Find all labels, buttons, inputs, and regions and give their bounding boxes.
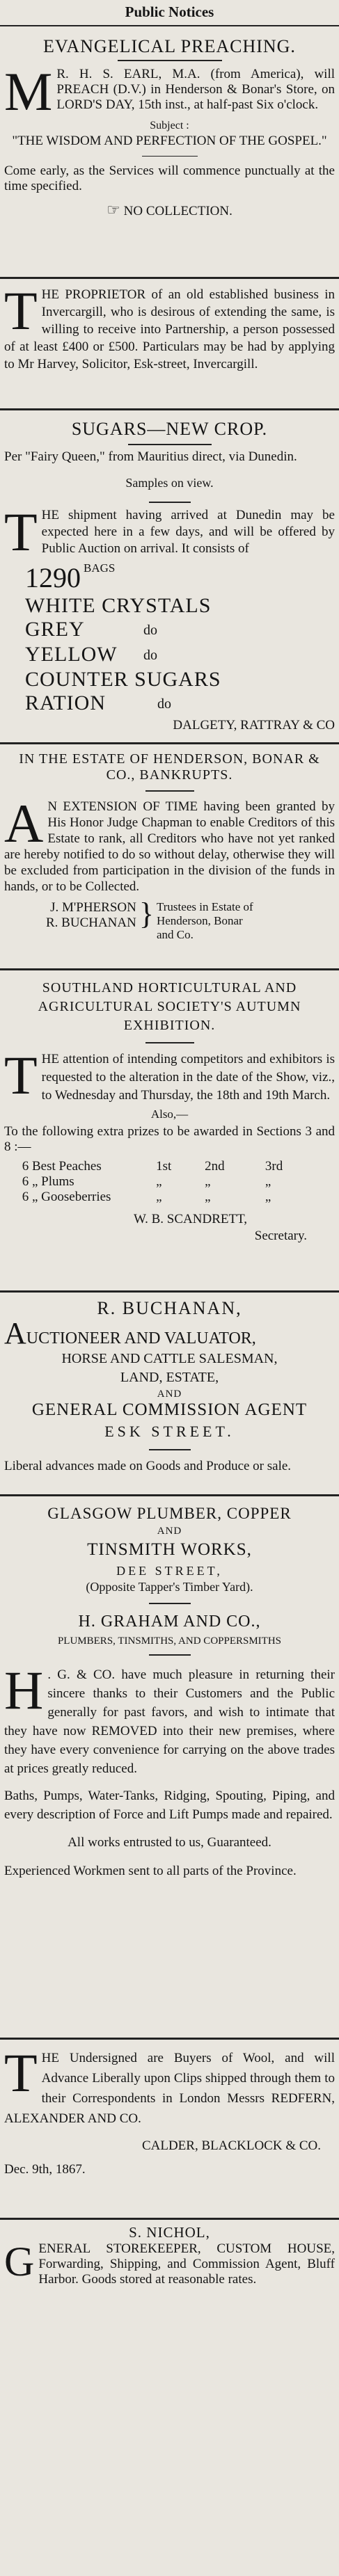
table-row: 6 „ Gooseberries „ „ „ (22, 1190, 271, 1204)
ad-firm: H. GRAHAM AND CO., (78, 1613, 261, 1631)
divider (128, 444, 212, 445)
ad-title: R. BUCHANAN, (97, 1298, 242, 1318)
ad-trades: PLUMBERS, TINSMITHS, AND COPPERSMITHS (57, 1635, 282, 1647)
drop-cap: G (4, 2239, 35, 2285)
brace-glyph: } (139, 897, 154, 931)
divider (142, 156, 198, 157)
ad-paragraph: Experienced Workmen sent to all parts of the Province. (4, 1864, 297, 1878)
bag-count-unit: BAGS (84, 561, 116, 575)
and-label: AND (157, 1389, 182, 1400)
divider (149, 1449, 191, 1450)
sugar-item: GREY do (25, 618, 157, 641)
ad-body: HE PROPRIETOR of an old established business in Invercargill, who is desirous of extending the same, is willing to receive into Partnership, a person possessed of at least £400 or £500. Particulars may be had by applying to Mr Harvey, Solicitor, Esk-street, Invercargill. (4, 287, 335, 371)
drop-cap: T (4, 502, 38, 562)
ad-line: HORSE AND CATTLE SALESMAN, (61, 1351, 278, 1366)
divider (145, 790, 194, 792)
ad-nichol-storekeeper (0, 2220, 339, 2359)
sugar-item: WHITE CRYSTALS (25, 594, 212, 617)
drop-cap: T (4, 280, 38, 341)
ad-title: EVANGELICAL PREACHING. (43, 36, 296, 56)
ad-sugars (0, 410, 339, 744)
divider (149, 502, 191, 503)
ad-evangelical-preaching (0, 26, 339, 279)
ad-note: Liberal advances made on Goods and Produce or sale. (4, 1459, 292, 1473)
trustee-name: R. BUCHANAN (46, 915, 136, 930)
auctioneer-line: AUCTIONEER AND VALUATOR, (4, 1316, 256, 1350)
drop-cap: T (4, 2042, 38, 2103)
trustee-name: J. M'PHERSON (50, 900, 136, 915)
page-header (0, 0, 339, 26)
ad-title: SUGARS—NEW CROP. (71, 419, 268, 439)
ad-paragraph: Baths, Pumps, Water-Tanks, Ridging, Spouting, Piping, and every description of Force and Lift Pumps made and repaired. (4, 1789, 335, 1822)
ad-partnership (0, 279, 339, 410)
drop-cap: H (4, 1660, 44, 1720)
ad-signature: DALGETY, RATTRAY & CO (173, 718, 335, 733)
sugar-list (4, 561, 335, 717)
subject-label: Subject : (150, 120, 189, 131)
ad-line: Per "Fairy Queen," from Mauritius direct, via Dunedin. (4, 449, 297, 464)
drop-cap: A (4, 1316, 26, 1350)
sugar-item: COUNTER SUGARS (25, 668, 221, 691)
table-row: 6 „ Plums „ „ „ (22, 1174, 271, 1189)
divider (149, 1603, 191, 1604)
ad-line: LAND, ESTATE, (120, 1370, 219, 1385)
table-row: 6 Best Peaches 1st 2nd 3rd (22, 1159, 283, 1174)
ad-body: ENERAL STOREKEEPER, CUSTOM HOUSE, Forwarding, Shipping, and Commission Agent, Bluff Harbor. Goods stored at reasonable rates. (38, 2241, 335, 2287)
ad-title: GLASGOW PLUMBER, COPPER (47, 1505, 292, 1522)
and-label: AND (157, 1526, 182, 1537)
ad-street: ESK STREET. (104, 1423, 235, 1440)
ad-title: SOUTHLAND HORTICULTURAL AND AGRICULTURAL SOCIETY'S AUTUMN EXHIBITION. (38, 980, 301, 1033)
drop-cap: A (4, 793, 44, 854)
ad-estate-notice (0, 744, 339, 970)
ad-glasgow-plumber (0, 1496, 339, 2040)
divider (118, 60, 222, 61)
subject-text: "THE WISDOM AND PERFECTION OF THE GOSPEL." (12, 134, 327, 148)
ad-signature-role: Secretary. (254, 1229, 307, 1243)
ad-body: N EXTENSION OF TIME having been granted by His Honor Judge Chapman to enable Creditors of this Estate to rank, all Creditors who have not yet ranked are hereby notified to do so without delay, otherwise they will be excluded from participation in the division of the funds in hands, or to be Collected. (4, 799, 335, 894)
drop-cap: M (4, 61, 53, 122)
ad-street: DEE STREET, (116, 1564, 223, 1578)
header-title: Public Notices (125, 3, 214, 20)
bag-count (25, 561, 335, 594)
ad-wool-buyers (0, 2040, 339, 2220)
ad-paragraph: All works entrusted to us, Guaranteed. (68, 1835, 271, 1850)
also-line: Also,— (150, 1107, 189, 1121)
ad-title: IN THE ESTATE OF HENDERSON, BONAR & CO., BANKRUPTS. (19, 751, 320, 783)
sugar-item: RATION do (25, 691, 171, 714)
ad-line: Samples on view. (125, 476, 214, 490)
ad-signature: CALDER, BLACKLOCK & CO. (141, 2138, 321, 2153)
prize-table (21, 1159, 319, 1205)
ad-date: Dec. 9th, 1867. (4, 2162, 86, 2177)
no-collection-line (4, 201, 335, 219)
ad-note: Come early, as the Services will commence punctually at the time specified. (4, 163, 335, 193)
ad-horticultural-exhibition (0, 970, 339, 1293)
divider (149, 1654, 191, 1656)
ad-line: GENERAL COMMISSION AGENT (31, 1400, 308, 1419)
ad-body: . G. & CO. have much pleasure in returning their sincere thanks to their Customers and the Public generally for past favors, and wish to intimate that they have now REMOVED into their new premises, where they have every convenience for carrying on the above trades at prices greatly reduced. (4, 1667, 335, 1776)
ad-title: S. NICHOL, (129, 2224, 210, 2241)
ad-title: TINSMITH WORKS, (87, 1540, 252, 1559)
trustee-role: Trustees in Estate of Henderson, Bonar and Co. (156, 900, 253, 941)
ad-body: HE shipment having arrived at Dunedin may be expected here in a few days, and will be offered by Public Auction on arrival. It consists of (41, 508, 335, 556)
pointing-hand-icon: ☞ (107, 201, 120, 218)
trustees-block (4, 897, 335, 942)
ad-body: R. H. S. EARL, M.A. (from America), will PREACH (D.V.) in Henderson & Bonar's Store, on LORD'S DAY, 15th inst., at half-past Six o'clock. (56, 67, 335, 112)
bag-count-number: 1290 (25, 562, 81, 593)
ad-body: HE attention of intending competitors and exhibitors is requested to the alteration in the date of the Show, viz., to Wednesday and Thursday, the 18th and 19th March. (41, 1052, 335, 1103)
divider (145, 1042, 194, 1043)
extra-prizes-line: To the following extra prizes to be awarded in Sections 3 and 8 :— (4, 1124, 335, 1154)
collection-text: NO COLLECTION. (123, 204, 232, 218)
sugar-item: YELLOW do (25, 643, 157, 666)
ad-buchanan-auctioneer (0, 1293, 339, 1496)
drop-cap: T (4, 1045, 38, 1105)
ad-signature: W. B. SCANDRETT, (133, 1212, 248, 1226)
ad-line: (Opposite Tapper's Timber Yard). (86, 1580, 253, 1594)
ad-body: HE Undersigned are Buyers of Wool, and will Advance Liberally upon Clips shipped through them to their Correspondents in London Messrs REDFERN, ALEXANDER AND CO. (4, 2051, 335, 2126)
